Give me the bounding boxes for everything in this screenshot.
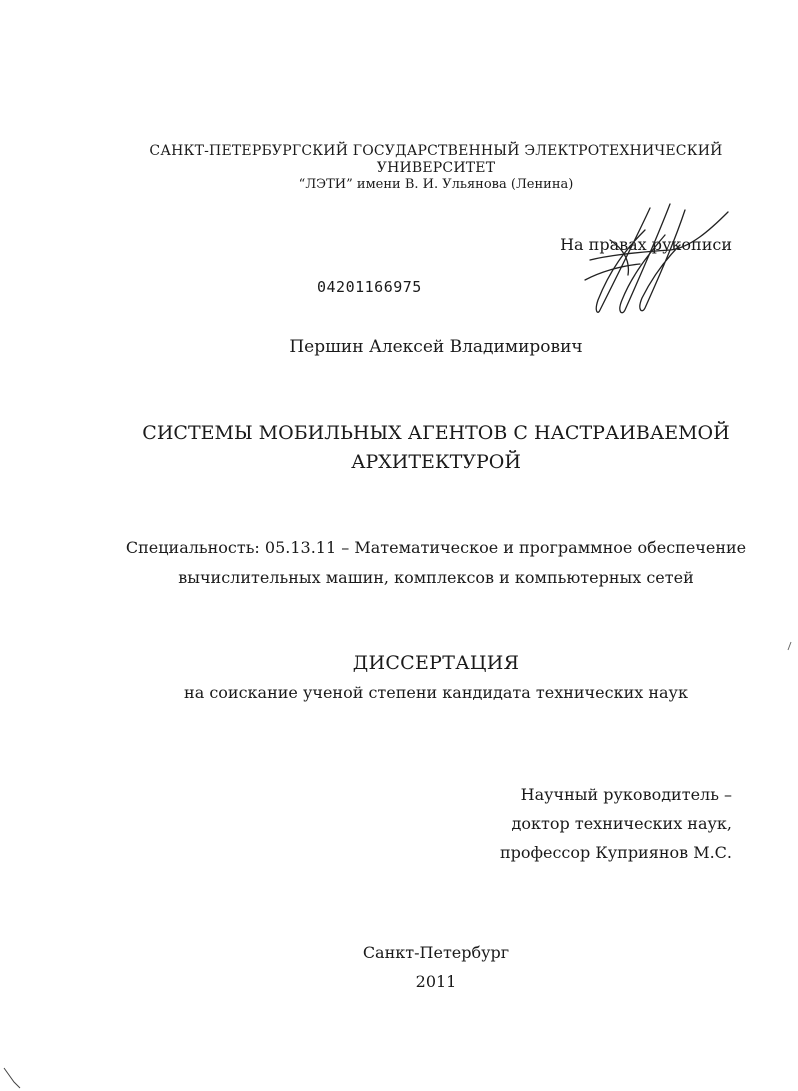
city: Санкт-Петербург [362, 943, 510, 962]
university-name-line1: САНКТ-ПЕТЕРБУРГСКИЙ ГОСУДАРСТВЕННЫЙ ЭЛЕКТРОТЕХНИЧЕСКИЙ [149, 143, 723, 159]
scan-artifact-speck [785, 640, 795, 654]
thesis-title-line2: АРХИТЕКТУРОЙ [351, 451, 521, 473]
university-name-line3: “ЛЭТИ” имени В. И. Ульянова (Ленина) [298, 177, 574, 192]
specialty-line2: вычислительных машин, комплексов и компьютерных сетей [178, 568, 694, 587]
advisor-line1: Научный руководитель – [520, 785, 732, 804]
advisor-line3: профессор Куприянов М.С. [499, 843, 732, 862]
handwritten-signature [570, 200, 730, 318]
scan-artifact-mark [0, 1060, 30, 1091]
thesis-title-line1: СИСТЕМЫ МОБИЛЬНЫХ АГЕНТОВ С НАСТРАИВАЕМОЙ [142, 422, 730, 444]
advisor-line2: доктор технических наук, [511, 814, 732, 833]
manuscript-rights-note: На правах рукописи [560, 235, 732, 254]
dissertation-heading: ДИССЕРТАЦИЯ [352, 652, 520, 674]
registration-code: 04201166975 [317, 278, 422, 296]
specialty-line1: Специальность: 05.13.11 – Математическое и программное обеспечение [125, 538, 747, 557]
author-name: Першин Алексей Владимирович [289, 337, 583, 357]
dissertation-subheading: на соискание ученой степени кандидата технических наук [184, 683, 688, 702]
university-name-line2: УНИВЕРСИТЕТ [376, 160, 496, 176]
year: 2011 [415, 972, 457, 991]
